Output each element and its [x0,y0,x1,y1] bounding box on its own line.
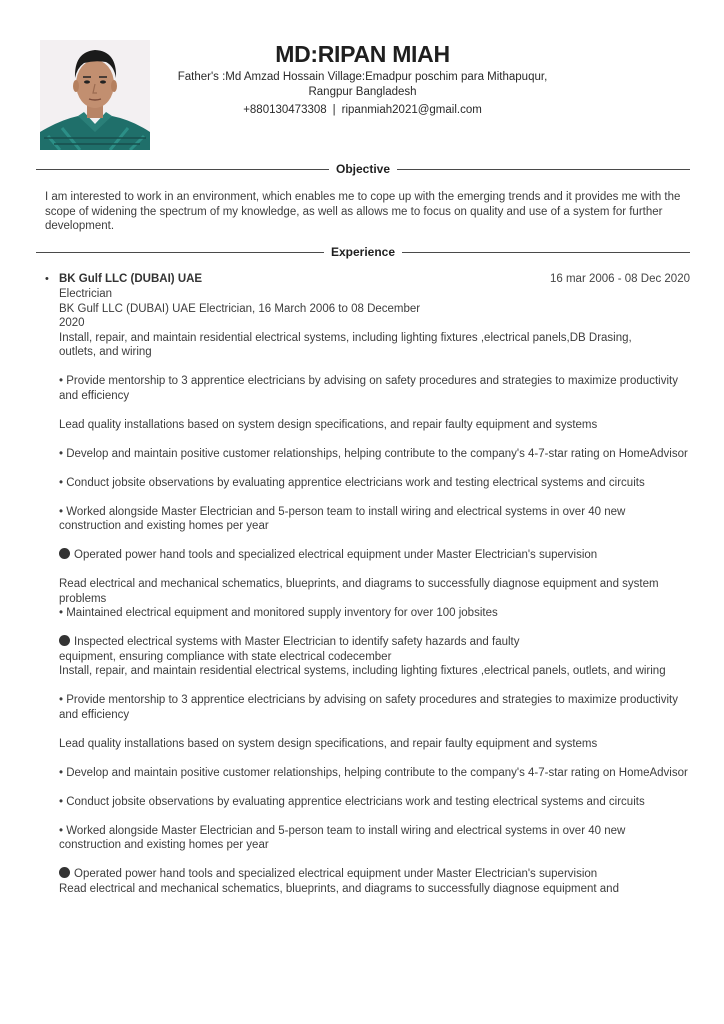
duty-customer-relationships: • Develop and maintain positive customer relationships, helping contribute to the company's 4-7-star rating on HomeAdvisor [59,447,688,460]
objective-heading-label: Objective [335,162,391,176]
duty-maintained-equipment: • Maintained electrical equipment and monitored supply inventory for over 100 jobsites [59,607,498,619]
employment-dates: 16 mar 2006 - 08 Dec 2020 [549,273,690,285]
duty-mentorship-repeat: • Provide mentorship to 3 apprentice electricians by advising on safety procedures and strategies to maximize productivity and efficiency [59,694,678,721]
filled-circle-icon [59,867,70,878]
heading-rule-right [402,252,690,253]
email-address: ripanmiah2021@gmail.com [341,104,482,116]
bullet-icon: • [45,273,49,285]
duty-power-tools-repeat [59,867,690,882]
duty-power-tools [59,548,690,563]
duty-lead-installations-repeat: Lead quality installations based on system design specifications, and repair faulty equipment and systems [59,737,598,750]
filled-circle-icon [59,548,70,559]
heading-rule-left [36,252,324,253]
profile-photo [40,40,150,150]
duty-team-wiring: • Worked alongside Master Electrician and 5-person team to install wiring and electrical systems in over 40 new construction and existing homes per year [59,505,626,532]
contact-line [165,103,560,118]
company-name: BK Gulf LLC (DUBAI) UAE [59,273,203,285]
duty-mentorship: • Provide mentorship to 3 apprentice electricians by advising on safety procedures and strategies to maximize productivity and efficiency [59,375,678,402]
duty-install: Install, repair, and maintain residential electrical systems, including lighting fixtures ,electrical panels,DB Drasing, [59,331,632,344]
experience-entry-header [45,272,690,287]
father-and-address: Father's :Md Amzad Hossain Village:Emadpur poschim para Mithapuqur, Rangpur Bangladesh [177,71,548,98]
duty-inspected-line-2: equipment, ensuring compliance with state electrical codecember [59,650,392,663]
heading-rule-right [397,169,690,170]
filled-circle-icon [59,635,70,646]
duty-install-tail: outlets, and wiring [59,346,152,358]
phone-number: +880130473308 [243,104,327,116]
experience-heading [36,245,690,259]
job-role: Electrician [59,288,113,300]
person-portrait-icon [40,40,150,150]
duty-inspected-systems [59,635,690,650]
job-subline: BK Gulf LLC (DUBAI) UAE Electrician, 16 March 2006 to 08 December [59,302,421,315]
duty-customer-relationships-repeat: • Develop and maintain positive customer relationships, helping contribute to the company's 4-7-star rating on HomeAdvisor [59,766,688,779]
duty-install-repeat: Install, repair, and maintain residential electrical systems, including lighting fixtures ,electrical panels, outlets, and wiring [59,665,666,677]
heading-rule-left [36,169,329,170]
duty-read-schematics-repeat: Read electrical and mechanical schematics, blueprints, and diagrams to successfully diagnose equipment and [59,882,619,895]
duty-team-wiring-repeat: • Worked alongside Master Electrician and 5-person team to install wiring and electrical systems in over 40 new construction and existing homes per year [59,824,626,851]
objective-heading [36,162,690,176]
duty-jobsite-observations-repeat: • Conduct jobsite observations by evaluating apprentice electricians work and testing electrical systems and circuits [59,795,645,808]
duty-jobsite-observations: • Conduct jobsite observations by evaluating apprentice electricians work and testing electrical systems and circuits [59,476,645,489]
duty-inspected-line-1: Inspected electrical systems with Master Electrician to identify safety hazards and faulty [74,636,520,648]
job-subline-year: 2020 [59,317,85,329]
objective-text: I am interested to work in an environment, which enables me to cope up with the emerging trends and it provides me with the scope of widening the spectrum of my knowledge, as well as allows me to focus on quality and use of a system for further development. [45,191,681,232]
duty-power-tools-text: Operated power hand tools and specialized electrical equipment under Master Electrician's supervision [74,549,598,561]
duty-read-schematics: Read electrical and mechanical schematics, blueprints, and diagrams to successfully diagnose equipment and system problems [59,578,659,605]
duty-power-tools-repeat-text: Operated power hand tools and specialized electrical equipment under Master Electrician's supervision [74,868,598,880]
duty-lead-installations: Lead quality installations based on system design specifications, and repair faulty equipment and systems [59,418,598,431]
resume-header [165,40,560,118]
experience-details [59,287,690,896]
experience-entry [45,272,690,896]
contact-separator: | [332,104,336,116]
experience-heading-label: Experience [330,245,396,259]
candidate-name: MD:RIPAN MIAH [275,41,450,67]
